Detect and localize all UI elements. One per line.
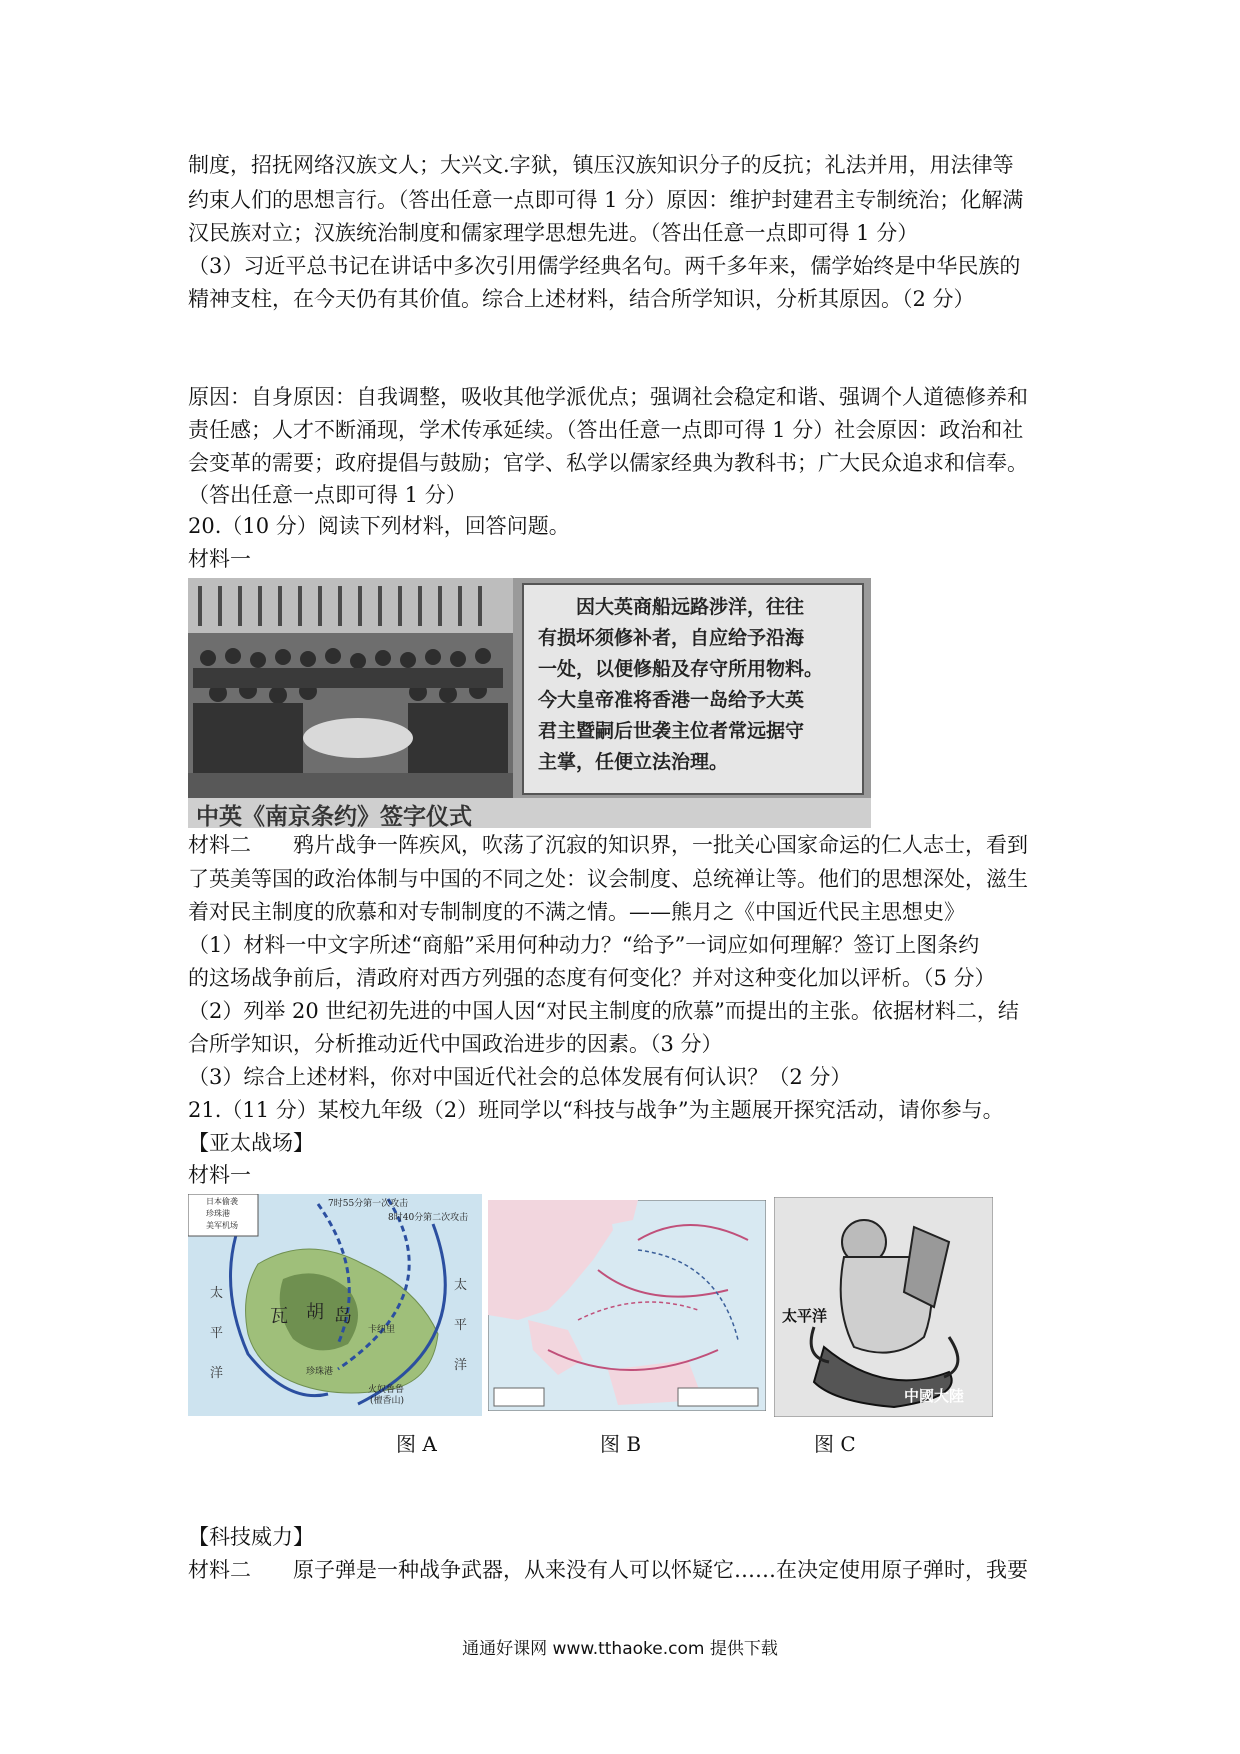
cartoon-label: 太平洋 xyxy=(782,1307,828,1325)
section-heading: 【科技威力】 xyxy=(188,1525,314,1549)
text-line: 原因：自身原因：自我调整，吸收其他学派优点；强调社会稳定和谐、强调个人道德修养和 xyxy=(188,385,1028,409)
cartoon-label: 中國大陸 xyxy=(904,1387,965,1405)
pacific-war-map-graphic xyxy=(488,1200,766,1411)
text-line: 合所学知识，分析推动近代中国政治进步的因素。（3 分） xyxy=(188,1032,723,1056)
treaty-text-line: 因大英商船远路涉洋，往往 xyxy=(576,596,805,618)
map-label: 平 xyxy=(210,1326,224,1341)
text-line: （3）习近平总书记在讲话中多次引用儒学经典名句。两千多年来，儒学始终是中华民族的 xyxy=(188,254,1021,278)
pacific-war-map xyxy=(488,1200,766,1411)
map-label: 火奴鲁鲁 xyxy=(368,1385,405,1395)
map-label: 太 xyxy=(454,1278,468,1293)
text-line: 会变革的需要；政府提倡与鼓励；官学、私学以儒家经典为教科书；广大民众追求和信奉。 xyxy=(188,451,1028,475)
treaty-text-panel xyxy=(538,592,853,778)
text-line: 约束人们的思想言行。（答出任意一点即可得 1 分）原因：维护封建君主专制统治；化解满 xyxy=(188,188,1024,212)
text-line: 了英美等国的政治体制与中国的不同之处：议会制度、总统禅让等。他们的思想深处，滋生 xyxy=(188,867,1028,891)
map-legend xyxy=(206,1196,238,1232)
treaty-photo-caption: 中英《南京条约》签字仪式 xyxy=(196,803,472,828)
text-line: 材料二 原子弹是一种战争武器，从来没有人可以怀疑它……在决定使用原子弹时，我要 xyxy=(188,1558,1028,1582)
map-label: 8时40分第二次攻击 xyxy=(388,1213,469,1223)
figure-caption: 图 C xyxy=(814,1432,856,1456)
legend-item: 珍珠港 xyxy=(206,1209,230,1218)
map-label: 平 xyxy=(454,1318,468,1333)
text-line: （2）列举 20 世纪初先进的中国人因“对民主制度的欣慕”而提出的主张。依据材料二，结 xyxy=(188,999,1019,1023)
text-line: （3）综合上述材料，你对中国近代社会的总体发展有何认识？（2 分） xyxy=(188,1065,852,1089)
text-line: （答出任意一点即可得 1 分） xyxy=(188,483,467,507)
question-heading: 21.（11 分）某校九年级（2）班同学以“科技与战争”为主题展开探究活动，请你参与。 xyxy=(188,1098,1004,1122)
figure-caption: 图 B xyxy=(600,1432,642,1456)
text-line: 精神支柱，在今天仍有其价值。综合上述材料，结合所学知识，分析其原因。（2 分） xyxy=(188,287,975,311)
map-label: 洋 xyxy=(454,1358,468,1373)
legend-item: 日本偷袭 xyxy=(206,1197,238,1206)
treaty-signing-photo xyxy=(188,578,871,828)
text-line: 制度，招抚网络汉族文人；大兴文.字狱，镇压汉族知识分子的反抗；礼法并用，用法律等 xyxy=(188,153,1014,177)
material-label: 材料一 xyxy=(188,547,251,571)
material-label: 材料一 xyxy=(188,1163,251,1187)
text-line: 汉民族对立；汉族统治制度和儒家理学思想先进。（答出任意一点即可得 1 分） xyxy=(188,221,919,245)
legend-item: 美军机场 xyxy=(206,1221,238,1230)
treaty-text-line: 有损坏须修补者，自应给予沿海 xyxy=(538,627,805,649)
map-label: 7时55分第一次攻击 xyxy=(328,1199,409,1209)
treaty-text-line: 君主暨嗣后世袭主位者常远据守 xyxy=(538,720,805,742)
treaty-text-line: 主掌，任便立法治理。 xyxy=(538,751,729,773)
pearl-harbor-map xyxy=(188,1194,482,1416)
text-line: 着对民主制度的欣慕和对专制制度的不满之情。——熊月之《中国近代民主思想史》 xyxy=(188,900,965,924)
map-label: 瓦 xyxy=(270,1306,288,1327)
treaty-text-line: 一处，以便修船及存守所用物料。 xyxy=(538,658,824,680)
text-line: 的这场战争前后，清政府对西方列强的态度有何变化？并对这种变化加以评析。（5 分） xyxy=(188,966,996,990)
map-label: (檀香山) xyxy=(370,1396,405,1406)
map-label: 胡 xyxy=(306,1302,324,1323)
map-label: 卡纽里 xyxy=(368,1325,396,1335)
text-line: 责任感；人才不断涌现，学术传承延续。（答出任意一点即可得 1 分）社会原因：政治和社 xyxy=(188,418,1024,442)
figure-caption: 图 A xyxy=(396,1432,437,1456)
text-line: 材料二 鸦片战争一阵疾风，吹荡了沉寂的知识界，一批关心国家命运的仁人志士，看到 xyxy=(188,833,1028,857)
treaty-text-line: 今大皇帝准将香港一岛给予大英 xyxy=(538,689,805,711)
text-line: （1）材料一中文字所述“商船”采用何种动力？“给予”一词应如何理解？签订上图条约 xyxy=(188,933,980,957)
map-label: 岛 xyxy=(334,1306,352,1327)
section-heading: 【亚太战场】 xyxy=(188,1131,314,1155)
war-cartoon xyxy=(774,1197,993,1417)
question-heading: 20.（10 分）阅读下列材料，回答问题。 xyxy=(188,514,570,538)
page-footer: 通通好课网 www.tthaoke.com 提供下载 xyxy=(462,1639,778,1659)
map-label: 太 xyxy=(210,1286,224,1301)
map-label: 洋 xyxy=(210,1366,224,1381)
map-label: 珍珠港 xyxy=(306,1367,334,1377)
